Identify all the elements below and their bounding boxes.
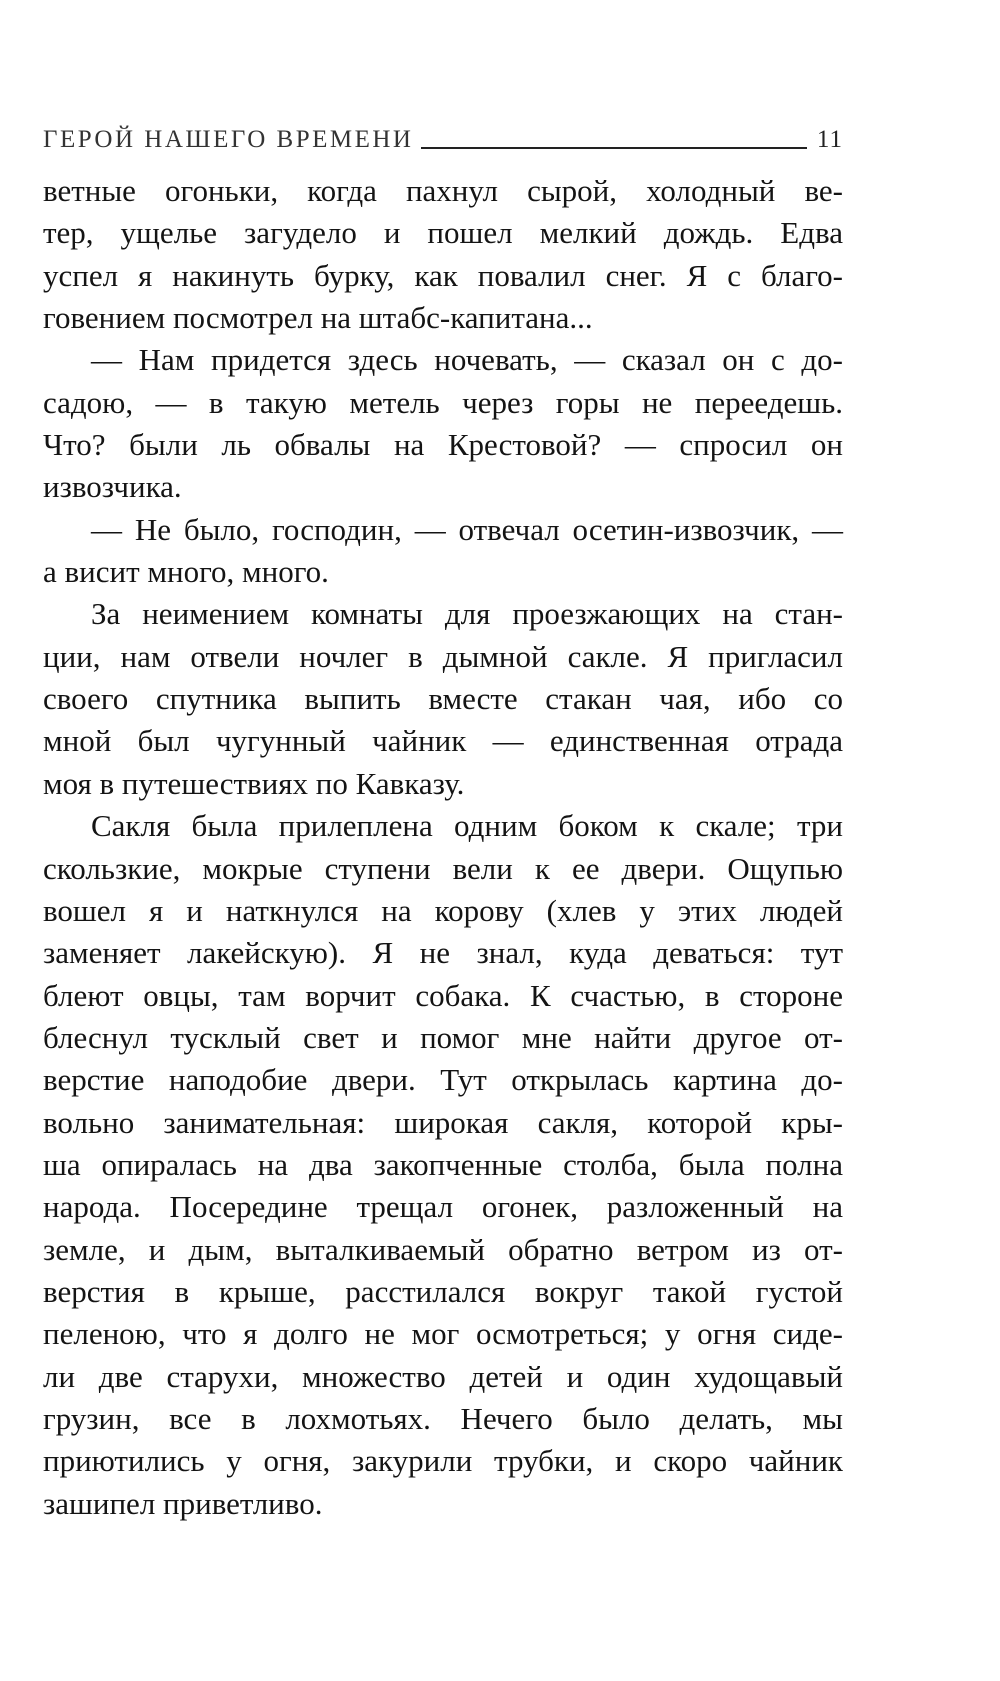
text-line: скользкие, мокрые ступени вели к ее двери. Ощупью <box>43 850 843 886</box>
text-line: моя в путешествиях по Кавказу. <box>43 765 465 801</box>
text-line: мной был чугунный чайник — единственная отрада <box>43 723 843 759</box>
text-line: пеленою, что я долго не мог осмотреться; у огня сиде- <box>43 1316 843 1352</box>
text-line: Что? были ль обвалы на Крестовой? — спросил он <box>43 427 843 463</box>
book-page <box>43 0 843 1681</box>
text-line: — Не было, господин, — отвечал осетин-извозчик, — <box>91 511 843 547</box>
text-line: блеснул тусклый свет и помог мне найти другое от- <box>43 1019 843 1055</box>
text-line: земле, и дым, выталкиваемый обратно ветром из от- <box>43 1231 843 1267</box>
text-line: народа. Посередине трещал огонек, разложенный на <box>43 1189 843 1225</box>
text-line: ша опиралась на два закопченные столба, была полна <box>43 1146 843 1182</box>
text-line: вошел я и наткнулся на корову (хлев у этих людей <box>43 892 843 928</box>
text-line: приютились у огня, закурили трубки, и скоро чайник <box>43 1443 843 1479</box>
text-line: садою, — в такую метель через горы не переедешь. <box>43 384 843 420</box>
body-text <box>43 170 843 1525</box>
text-line: — Нам придется здесь ночевать, — сказал он с до- <box>91 342 843 378</box>
text-line: ции, нам отвели ночлег в дымной сакле. Я пригласил <box>43 638 843 674</box>
text-line: зашипел приветливо. <box>43 1485 323 1521</box>
text-line: За неимением комнаты для проезжающих на стан- <box>91 596 843 632</box>
text-line: ветные огоньки, когда пахнул сырой, холодный ве- <box>43 173 843 208</box>
text-line: успел я накинуть бурку, как повалил снег. Я с благо- <box>43 257 843 293</box>
text-line: извозчика. <box>43 469 182 505</box>
text-line: грузин, все в лохмотьях. Нечего было делать, мы <box>43 1400 843 1436</box>
text-line: блеют овцы, там ворчит собака. К счастью, в стороне <box>43 977 843 1013</box>
running-title: ГЕРОЙ НАШЕГО ВРЕМЕНИ <box>43 126 414 153</box>
text-line: Сакля была прилеплена одним боком к скале; три <box>91 808 843 844</box>
text-line: верстие наподобие двери. Тут открылась картина до- <box>43 1062 843 1098</box>
text-line: вольно занимательная: широкая сакля, которой кры- <box>43 1104 843 1140</box>
text-line: заменяет лакейскую). Я не знал, куда деваться: тут <box>43 935 843 971</box>
text-line: ли две старухи, множество детей и один худощавый <box>43 1358 843 1394</box>
text-line: верстия в крыше, расстилался вокруг такой густой <box>43 1273 843 1309</box>
running-head <box>43 118 843 152</box>
text-line: а висит много, много. <box>43 554 329 590</box>
text-line: своего спутника выпить вместе стакан чая, ибо со <box>43 681 843 717</box>
text-line: говением посмотрел на штабс-капитана... <box>43 300 593 336</box>
text-line: тер, ущелье загудело и пошел мелкий дождь. Едва <box>43 215 843 251</box>
header-rule <box>421 147 806 149</box>
page-number: 11 <box>816 126 843 153</box>
